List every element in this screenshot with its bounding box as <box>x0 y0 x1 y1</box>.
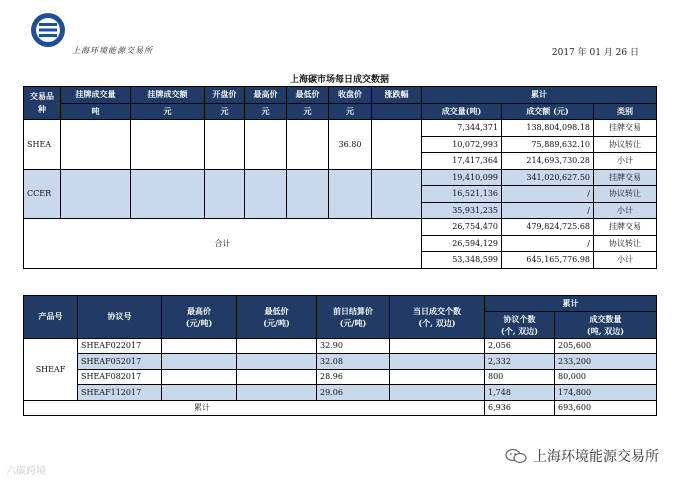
unit-low: 元 <box>287 103 329 120</box>
total-label: 累计 <box>24 400 485 416</box>
th2-product: 产品号 <box>24 296 78 339</box>
category-cell: 小计 <box>594 202 657 219</box>
unit-close: 元 <box>329 103 372 120</box>
volume-cell: 16,521,136 <box>422 186 502 203</box>
category-cell: 挂牌交易 <box>594 219 657 236</box>
amount-cell: / <box>502 235 594 252</box>
low-cell <box>237 338 317 354</box>
th2-count-label: 协议个数 <box>503 313 536 324</box>
watermark-left: 六碳跨境 <box>6 466 46 477</box>
count-cell: 1,748 <box>485 385 555 401</box>
th2-settle-label: 前日结算价 <box>333 305 373 316</box>
qty-cell: 205,600 <box>555 338 657 354</box>
low-cell <box>237 369 317 385</box>
total-qty-cell: 693,600 <box>555 400 657 416</box>
table-row <box>24 385 657 401</box>
table-row <box>24 219 657 236</box>
qty-cell: 80,000 <box>555 369 657 385</box>
wechat-icon <box>505 448 527 464</box>
table-row <box>24 338 657 354</box>
volume-cell: 10,072,993 <box>422 136 502 153</box>
th-low: 最低价 <box>287 87 329 104</box>
settle-cell: 32.08 <box>317 354 390 370</box>
category-cell: 小计 <box>594 252 657 269</box>
th2-count-unit: (个, 双边) <box>500 325 539 336</box>
amount-cell: 645,165,776.98 <box>502 252 594 269</box>
amount-cell: 479,824,725.68 <box>502 219 594 236</box>
th2-high-label: 最高价 <box>187 305 211 316</box>
product-cell: SHEAF <box>24 338 78 400</box>
th-product: 交易品种 <box>24 87 61 120</box>
th2-settle <box>317 296 390 339</box>
table-row <box>24 120 657 137</box>
th2-qty-label: 成交数量 <box>589 313 622 324</box>
th2-day-volume-label: 当日成交个数 <box>413 305 461 316</box>
th2-day-volume <box>390 296 485 339</box>
th-listed-volume: 挂牌成交量 <box>61 87 131 104</box>
settle-cell: 28.96 <box>317 369 390 385</box>
day-volume-cell <box>390 385 485 401</box>
day-volume-cell <box>390 369 485 385</box>
total-label: 合计 <box>24 219 422 269</box>
report-date: 2017 年 01 月 26 日 <box>551 48 639 58</box>
th2-low <box>237 296 317 339</box>
category-cell: 协议转让 <box>594 235 657 252</box>
th2-high-unit: (元/吨) <box>185 317 213 328</box>
amount-cell: 214,693,730.28 <box>502 153 594 170</box>
amount-cell: / <box>502 202 594 219</box>
amount-cell: 341,020,627.50 <box>502 169 594 186</box>
unit-change <box>372 103 422 120</box>
qty-cell: 174,800 <box>555 385 657 401</box>
watermark-right-text: 上海环境能源交易所 <box>533 449 659 465</box>
th2-day-volume-unit: (个, 双边) <box>418 317 456 328</box>
volume-cell: 19,410,099 <box>422 169 502 186</box>
th2-low-unit: (元/吨) <box>263 317 290 328</box>
close-price-cell: 36.80 <box>329 120 372 170</box>
volume-cell: 35,931,235 <box>422 202 502 219</box>
unit-listed-volume: 吨 <box>61 103 131 120</box>
amount-cell: / <box>502 186 594 203</box>
settle-cell: 29.06 <box>317 385 390 401</box>
exchange-logo-icon <box>30 12 66 48</box>
contract-cell: SHEAF052017 <box>78 354 162 370</box>
qty-cell: 233,200 <box>555 354 657 370</box>
th2-contract: 协议号 <box>78 296 162 339</box>
category-cell: 挂牌交易 <box>594 169 657 186</box>
th2-high <box>162 296 237 339</box>
th2-qty-unit: (吨, 双边) <box>586 325 625 336</box>
th2-low-label: 最低价 <box>264 305 289 316</box>
category-cell: 协议转让 <box>594 186 657 203</box>
contract-cell: SHEAF112017 <box>78 385 162 401</box>
product-cell: CCER <box>24 169 61 219</box>
unit-high: 元 <box>245 103 287 120</box>
high-cell <box>162 354 237 370</box>
count-cell: 2,056 <box>485 338 555 354</box>
th2-settle-unit: (元/吨) <box>339 317 367 328</box>
count-cell: 2,332 <box>485 354 555 370</box>
th-amount: 成交额 (元) <box>502 103 594 120</box>
amount-cell: 138,804,098.18 <box>502 120 594 137</box>
high-cell <box>162 385 237 401</box>
high-cell <box>162 369 237 385</box>
amount-cell: 75,889,632.10 <box>502 136 594 153</box>
table-row <box>24 169 657 186</box>
th-category: 类别 <box>594 103 657 120</box>
product-cell: SHEA <box>24 120 61 170</box>
watermark-right <box>505 446 659 466</box>
th-open: 开盘价 <box>205 87 245 104</box>
volume-cell: 26,594,129 <box>422 235 502 252</box>
th-cumulative: 累计 <box>422 87 657 104</box>
table-row <box>24 354 657 370</box>
th2-count <box>485 311 555 338</box>
settle-cell: 32.90 <box>317 338 390 354</box>
low-cell <box>237 385 317 401</box>
high-cell <box>162 338 237 354</box>
volume-cell: 7,344,371 <box>422 120 502 137</box>
volume-cell: 53,348,599 <box>422 252 502 269</box>
category-cell: 挂牌交易 <box>594 120 657 137</box>
table-row <box>24 400 657 416</box>
total-count-cell: 6,936 <box>485 400 555 416</box>
daily-trading-table <box>23 86 657 269</box>
volume-cell: 17,417,364 <box>422 153 502 170</box>
category-cell: 小计 <box>594 153 657 170</box>
table-row <box>24 369 657 385</box>
th-close: 收盘价 <box>329 87 372 104</box>
page-title: 上海碳市场每日成交数据 <box>289 75 389 85</box>
logo-text: 上海环境能源交易所 <box>72 46 153 55</box>
unit-open: 元 <box>205 103 245 120</box>
th-volume: 成交量(吨) <box>422 103 502 120</box>
count-cell: 800 <box>485 369 555 385</box>
th-change: 涨跌幅 <box>372 87 422 104</box>
volume-cell: 26,754,470 <box>422 219 502 236</box>
low-cell <box>237 354 317 370</box>
unit-listed-amount: 元 <box>131 103 205 120</box>
contract-cell: SHEAF082017 <box>78 369 162 385</box>
day-volume-cell <box>390 354 485 370</box>
forward-contracts-table <box>23 295 657 416</box>
contract-cell: SHEAF022017 <box>78 338 162 354</box>
th2-cumulative: 累计 <box>485 296 657 312</box>
th-high: 最高价 <box>245 87 287 104</box>
th-listed-amount: 挂牌成交额 <box>131 87 205 104</box>
category-cell: 协议转让 <box>594 136 657 153</box>
day-volume-cell <box>390 338 485 354</box>
th2-qty <box>555 311 657 338</box>
